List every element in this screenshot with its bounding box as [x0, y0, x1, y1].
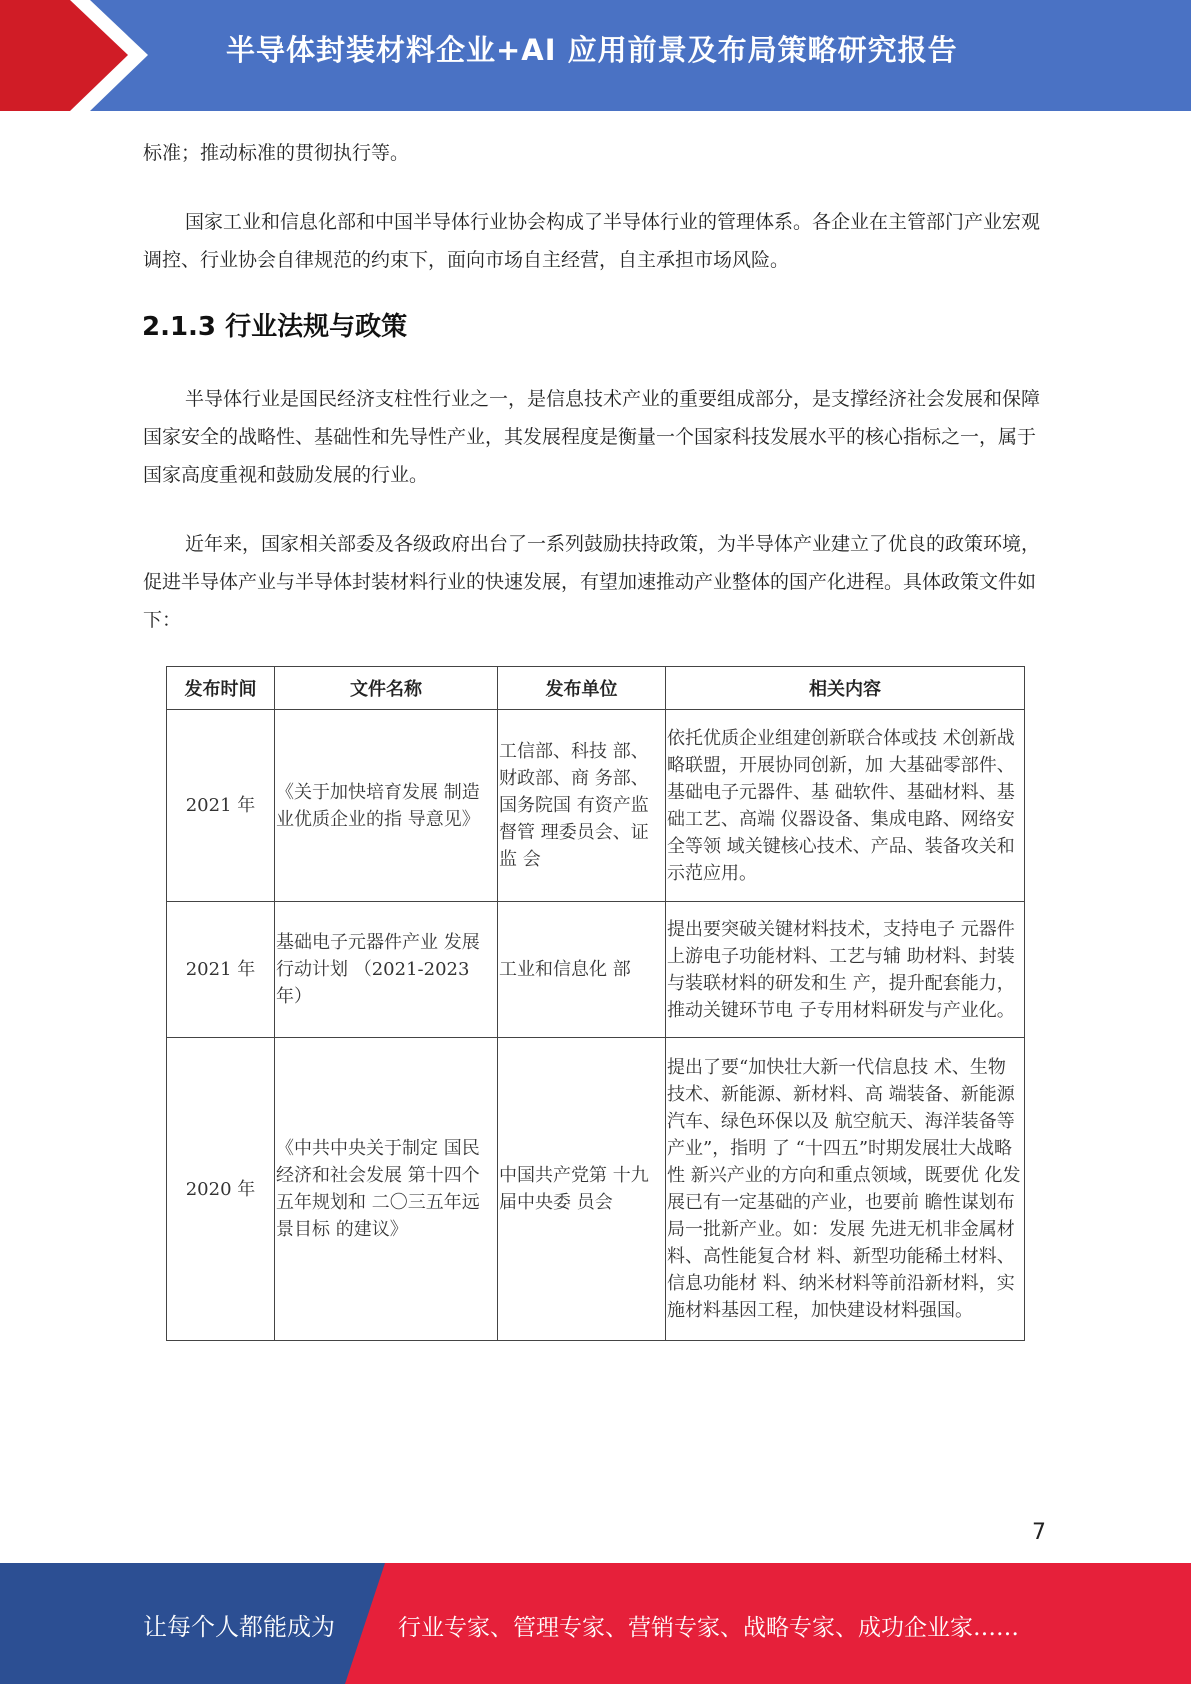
paragraph-policy-intro: 近年来，国家相关部委及各级政府出台了一系列鼓励扶持政策，为半导体产业建立了优良的政策环境，促进半导体产业与半导体封装材料行业的快速发展，有望加速推动产业整体的国产化进程。具体政策文件如下： [143, 533, 1041, 631]
cell-content: 依托优质企业组建创新联合体或技 术创新战略联盟，开展协同创新，加 大基础零部件、基础电子元器件、基 础软件、基础材料、基础工艺、高端 仪器设备、集成电路、网络安全等领 域关键核心技术、产品、装备攻关和 示范应用。 [666, 710, 1025, 902]
paragraph-continued: 标准；推动标准的贯彻执行等。 [143, 142, 410, 164]
cell-content: 提出要突破关键材料技术，支持电子 元器件上游电子功能材料、工艺与辅 助材料、封装与装联材料的研发和生 产，提升配套能力，推动关键环节电 子专用材料研发与产业化。 [666, 902, 1025, 1038]
column-header-content: 相关内容 [666, 667, 1025, 710]
report-title: 半导体封装材料企业+AI 应用前景及布局策略研究报告 [226, 33, 958, 67]
page-number: 7 [1032, 1520, 1046, 1545]
cell-document-title: 《关于加快培育发展 制造业优质企业的指 导意见》 [275, 710, 498, 902]
cell-document-title: 《中共中央关于制定 国民经济和社会发展 第十四个五年规划和 二〇三五年远景目标 的建议》 [275, 1038, 498, 1341]
footer-slogan-left: 让每个人都能成为 [143, 1613, 335, 1641]
cell-document-title: 基础电子元器件产业 发展行动计划 （2021-2023 年） [275, 902, 498, 1038]
table-header-row [167, 667, 1025, 710]
table-row [167, 902, 1025, 1038]
cell-issuer: 工业和信息化 部 [498, 902, 666, 1038]
cell-issuer: 工信部、科技 部、财政部、商 务部、国务院国 有资产监督管 理委员会、证监 会 [498, 710, 666, 902]
column-header-date: 发布时间 [167, 667, 275, 710]
header-chevron-decoration [0, 0, 160, 111]
policy-table [166, 666, 1025, 1341]
page-footer [0, 1563, 1191, 1684]
paragraph-industry-importance: 半导体行业是国民经济支柱性行业之一，是信息技术产业的重要组成部分，是支撑经济社会发展和保障国家安全的战略性、基础性和先导性产业，其发展程度是衡量一个国家科技发展水平的核心指标之一，属于国家高度重视和鼓励发展的行业。 [143, 388, 1041, 486]
cell-date: 2021 年 [167, 902, 275, 1038]
page-header [0, 0, 1191, 111]
cell-issuer: 中国共产党第 十九届中央委 员会 [498, 1038, 666, 1341]
paragraph-management-system: 国家工业和信息化部和中国半导体行业协会构成了半导体行业的管理体系。各企业在主管部门产业宏观调控、行业协会自律规范的约束下，面向市场自主经营，自主承担市场风险。 [143, 211, 1041, 271]
section-heading: 2.1.3 行业法规与政策 [142, 312, 408, 342]
table-row [167, 1038, 1025, 1341]
cell-date: 2021 年 [167, 710, 275, 902]
column-header-document: 文件名称 [275, 667, 498, 710]
footer-slogan-right: 行业专家、管理专家、营销专家、战略专家、成功企业家…… [398, 1615, 1019, 1641]
table-row [167, 710, 1025, 902]
cell-content: 提出了要“加快壮大新一代信息技 术、生物技术、新能源、新材料、高 端装备、新能源汽车、绿色环保以及 航空航天、海洋装备等产业”，指明 了 “十四五”时期发展壮大战略性 新兴产业的方向和重点领域，既要优 化发展已有一定基础的产业，也要前 瞻性谋划布局一批新产业。如：发展 先进无机非金属材料、高性能复合材 料、新型功能稀土材料、信息功能材 料、纳米材料等前沿新材料，实施材料基因工程，加快建设材料强国。 [666, 1038, 1025, 1341]
cell-date: 2020 年 [167, 1038, 275, 1341]
column-header-issuer: 发布单位 [498, 667, 666, 710]
